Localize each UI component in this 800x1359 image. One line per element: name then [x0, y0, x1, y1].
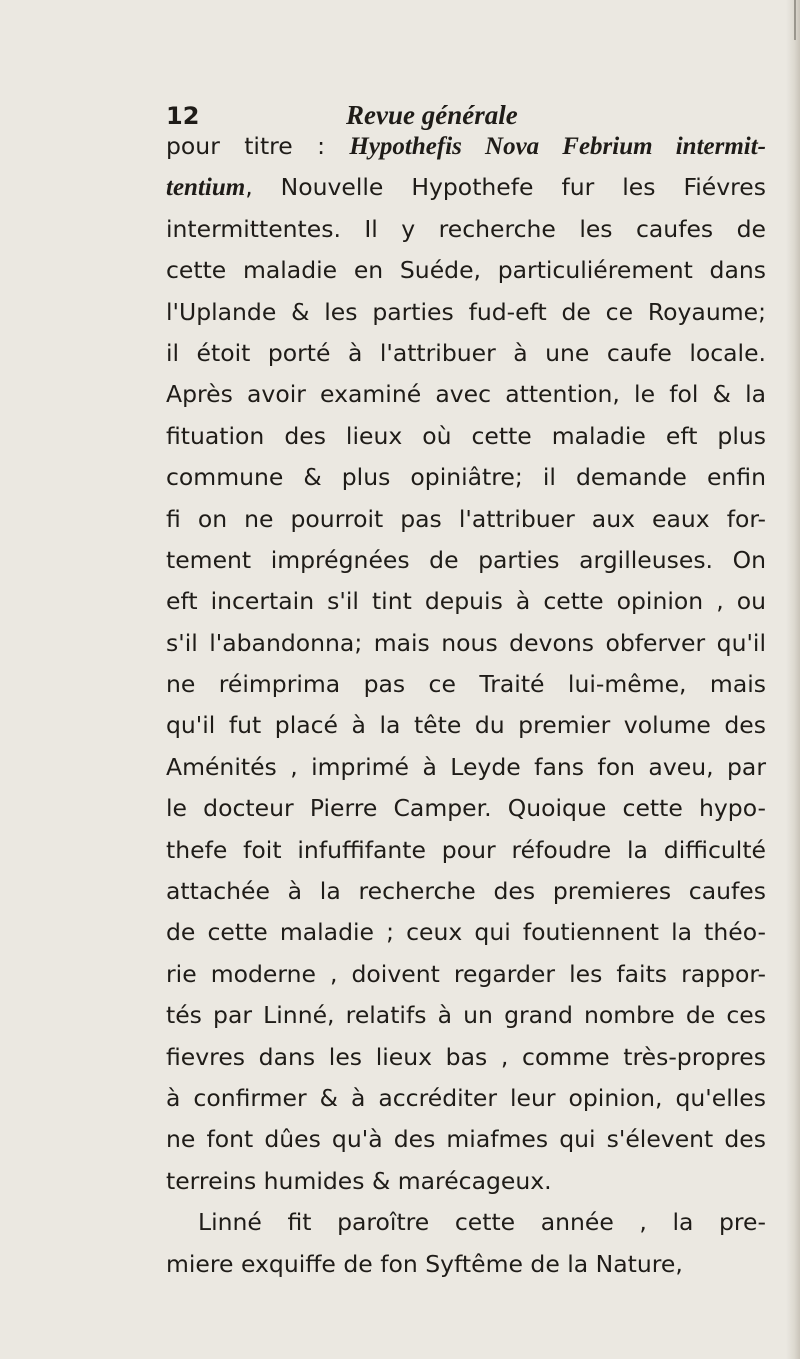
- text-line-roman: ne font dûes qu'à des miafmes qui s'élevent des: [166, 1125, 766, 1154]
- text-line: [166, 292, 766, 333]
- text-line: [166, 1202, 766, 1243]
- text-line-roman: qu'il fut placé à la tête du premier volume des: [166, 711, 766, 740]
- body-text: [166, 126, 786, 1285]
- text-line: [166, 374, 766, 415]
- text-line-roman: fituation des lieux où cette maladie eft plus: [166, 421, 766, 450]
- text-line-roman: tés par Linné, relatifs à un grand nombre de ces: [166, 1001, 766, 1030]
- text-line: [166, 457, 766, 498]
- text-line: [166, 499, 766, 540]
- text-line-roman: intermittentes. Il y recherche les caufes de: [166, 214, 766, 243]
- text-line-roman: il étoit porté à l'attribuer à une caufe locale.: [166, 338, 766, 367]
- text-line-roman: terreins humides & marécageux.: [166, 1166, 552, 1195]
- text-line: [166, 1037, 766, 1078]
- text-line: [166, 954, 766, 995]
- text-line: [166, 250, 766, 291]
- text-line-roman: cette maladie en Suéde, particuliérement dans: [166, 256, 766, 285]
- text-line: [166, 1161, 766, 1202]
- text-line: [166, 581, 766, 622]
- text-line: [166, 623, 766, 664]
- text-line-roman: le docteur Pierre Camper. Quoique cette hypo-: [166, 794, 766, 823]
- running-title: Revue générale: [346, 100, 518, 130]
- page-number: 12: [166, 102, 200, 130]
- text-line-roman: fievres dans les lieux bas , comme très-propres: [166, 1042, 766, 1071]
- text-line: [166, 664, 766, 705]
- edge-line: [794, 0, 796, 40]
- text-line-roman: rie moderne , doivent regarder les faits rappor-: [166, 959, 766, 988]
- text-line: [166, 540, 766, 581]
- text-line: [166, 995, 766, 1036]
- text-line-roman: miere exquiffe de fon Syftême de la Nature,: [166, 1249, 683, 1278]
- text-line: [166, 705, 766, 746]
- text-line-roman: l'Uplande & les parties fud-eft de ce Royaume;: [166, 297, 766, 326]
- text-line-roman: thefe foit infuffifante pour réfoudre la difficulté: [166, 835, 766, 864]
- text-line-roman: commune & plus opiniâtre; il demande enfin: [166, 463, 766, 492]
- text-line-italic: tentium: [166, 174, 246, 202]
- text-line: [166, 126, 766, 167]
- text-line: [166, 416, 766, 457]
- text-line-roman: Aménités , imprimé à Leyde fans fon aveu, par: [166, 752, 766, 781]
- text-line: [166, 209, 766, 250]
- text-line-roman: de cette maladie ; ceux qui foutiennent la théo-: [166, 918, 766, 947]
- text-line-roman: à confirmer & à accréditer leur opinion, qu'elles: [166, 1083, 766, 1112]
- text-line-roman: eft incertain s'il tint depuis à cette opinion , ou: [166, 587, 766, 616]
- text-line-roman: attachée à la recherche des premieres caufes: [166, 877, 766, 906]
- text-line-roman: , Nouvelle Hypothefe fur les Fiévres: [245, 173, 766, 202]
- text-line: [166, 788, 766, 829]
- text-line-roman: fi on ne pourroit pas l'attribuer aux eaux for-: [166, 504, 766, 533]
- text-line: [166, 1119, 766, 1160]
- text-line-roman: ne réimprima pas ce Traité lui-même, mais: [166, 670, 766, 699]
- text-line: [166, 912, 766, 953]
- text-line: [166, 333, 766, 374]
- text-line-roman: Linné fit paroître cette année , la pre-: [198, 1208, 766, 1237]
- text-line-roman: tement imprégnées de parties argilleuses. On: [166, 545, 766, 574]
- text-line: [166, 747, 766, 788]
- text-line: [166, 1244, 766, 1285]
- text-line-roman: Après avoir examiné avec attention, le fol & la: [166, 380, 766, 409]
- text-line: [166, 167, 766, 208]
- text-line: [166, 830, 766, 871]
- text-line-italic: Hypothefis Nova Febrium intermit-: [349, 133, 766, 160]
- text-line-roman: pour titre :: [166, 132, 350, 160]
- text-line: [166, 1078, 766, 1119]
- page-edge: [786, 0, 800, 1359]
- text-line-roman: s'il l'abandonna; mais nous devons obferver qu'il: [166, 628, 766, 657]
- text-line: [166, 871, 766, 912]
